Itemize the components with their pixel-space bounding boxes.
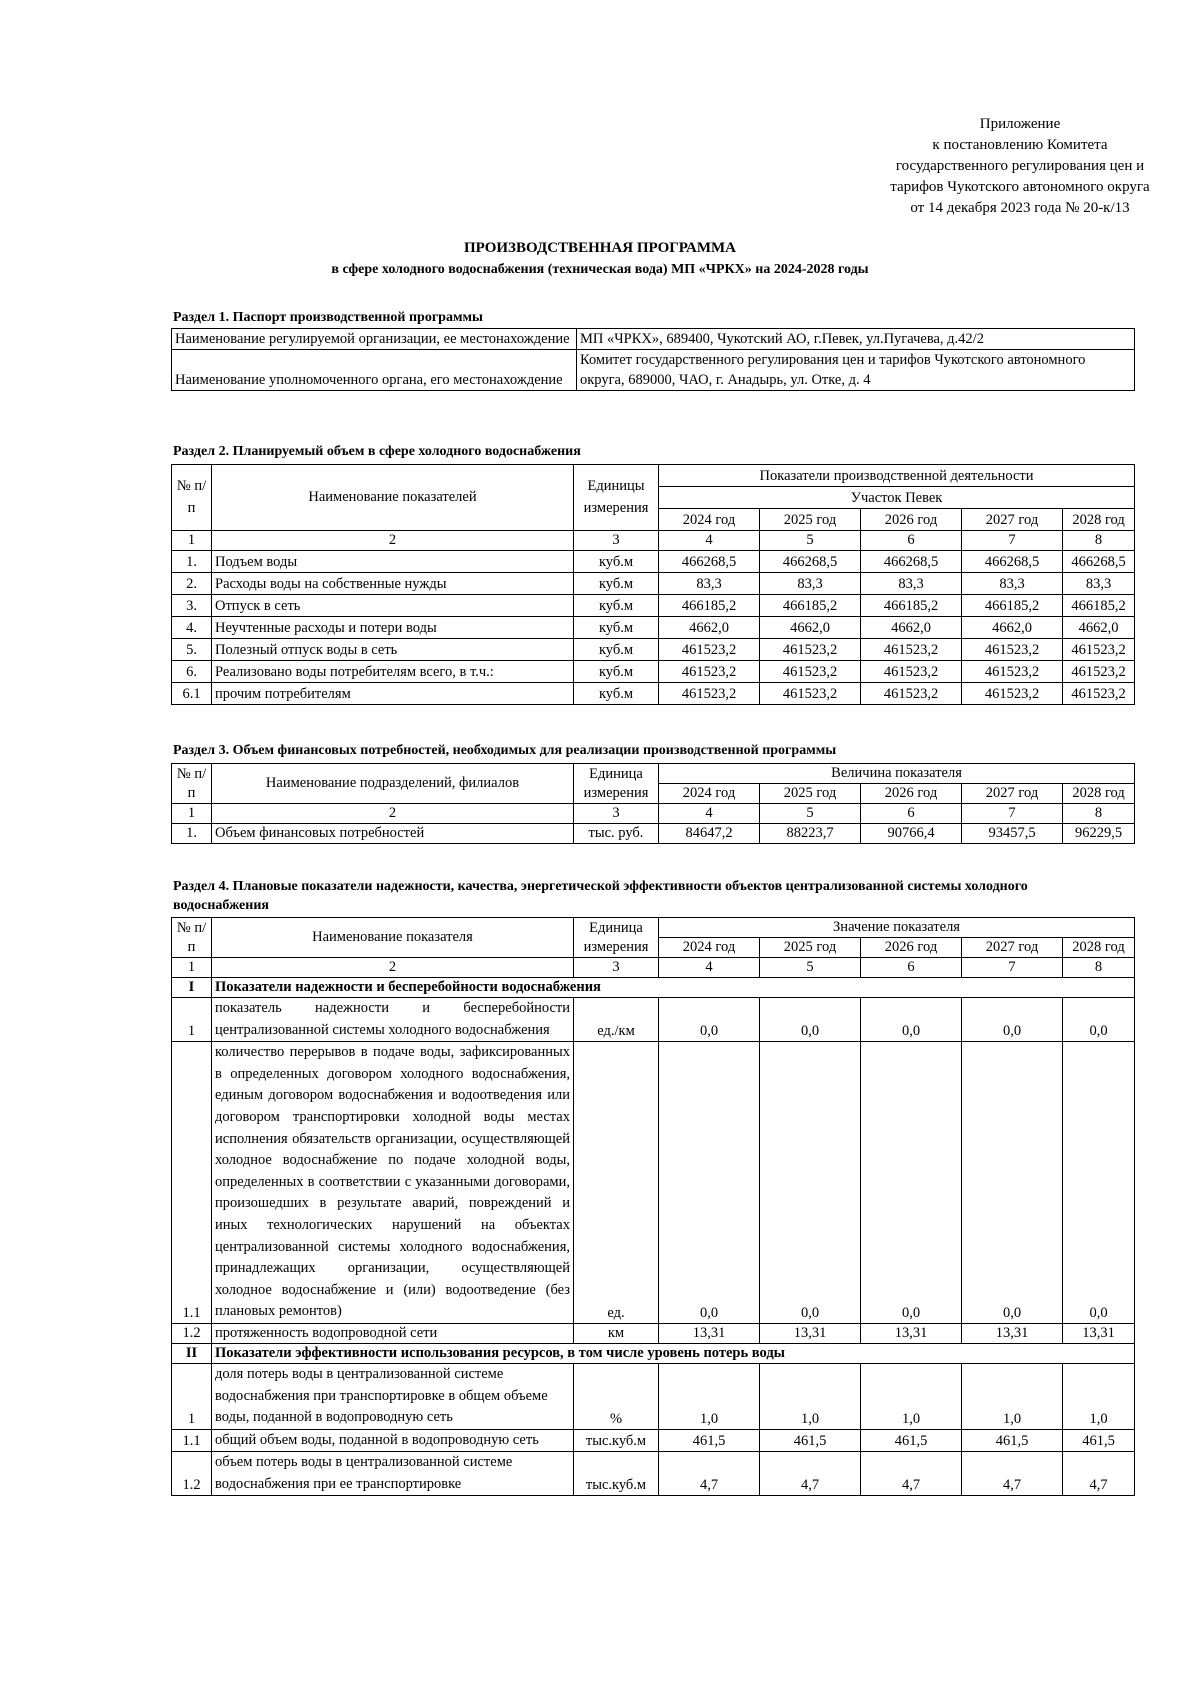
row-unit: куб.м (574, 573, 659, 595)
row-value: 4,7 (1063, 1452, 1135, 1496)
row-value: 0,0 (760, 1042, 861, 1324)
row-value: 0,0 (962, 998, 1063, 1042)
row-value: 93457,5 (962, 824, 1063, 844)
table-row (172, 661, 1135, 683)
header-year: 2026 год (861, 509, 962, 531)
row-value: 83,3 (1063, 573, 1135, 595)
colnum: 8 (1063, 531, 1135, 551)
org-label: Наименование регулируемой организации, ее местонахождение (172, 329, 577, 350)
header-name: Наименование показателей (212, 465, 574, 531)
appendix-line: к постановлению Комитета (932, 137, 1108, 153)
org-value: МП «ЧРКХ», 689400, Чукотский АО, г.Певек, ул.Пугачева, д.42/2 (577, 329, 1135, 350)
row-unit: куб.м (574, 617, 659, 639)
row-num: 1.1 (172, 1042, 212, 1324)
header-year: 2027 год (962, 509, 1063, 531)
group-num: II (172, 1343, 212, 1363)
row-value: 4662,0 (659, 617, 760, 639)
colnum: 2 (212, 958, 574, 978)
row-value: 466268,5 (760, 551, 861, 573)
row-name: Полезный отпуск воды в сеть (212, 639, 574, 661)
table-row (172, 998, 1135, 1042)
colnum-row (172, 531, 1135, 551)
row-value: 13,31 (760, 1323, 861, 1343)
row-value: 13,31 (861, 1323, 962, 1343)
row-value: 461,5 (861, 1429, 962, 1452)
appendix-line: Приложение (979, 116, 1061, 132)
row-value: 4,7 (760, 1452, 861, 1496)
row-value: 466268,5 (1063, 551, 1135, 573)
row-value: 461523,2 (659, 683, 760, 705)
row-value: 4662,0 (962, 617, 1063, 639)
header-year: 2027 год (962, 784, 1063, 804)
colnum: 4 (659, 804, 760, 824)
colnum: 3 (574, 531, 659, 551)
colnum: 2 (212, 531, 574, 551)
group-row (172, 978, 1135, 998)
table-row (172, 1323, 1135, 1343)
header-year: 2027 год (962, 938, 1063, 958)
appendix-line: от 14 декабря 2023 года № 20-к/13 (910, 200, 1130, 216)
row-value: 4,7 (659, 1452, 760, 1496)
row-value: 461523,2 (1063, 639, 1135, 661)
colnum: 5 (760, 804, 861, 824)
row-name: Реализовано воды потребителям всего, в т.ч.: (212, 661, 574, 683)
row-name: Расходы воды на собственные нужды (212, 573, 574, 595)
row-value: 466185,2 (1063, 595, 1135, 617)
section1-table (171, 328, 1135, 391)
section4-title: Раздел 4. Плановые показатели надежности, качества, энергетической эффективности объектов централизованной системы холодного водоснабжения (173, 879, 1028, 913)
row-num: 2. (172, 573, 212, 595)
row-value: 0,0 (760, 998, 861, 1042)
row-value: 461523,2 (861, 683, 962, 705)
group-name: Показатели эффективности использования ресурсов, в том числе уровень потерь воды (212, 1343, 1135, 1363)
document-subtitle: в сфере холодного водоснабжения (техническая вода) МП «ЧРКХ» на 2024-2028 годы (331, 262, 869, 277)
row-num: 1.1 (172, 1429, 212, 1452)
colnum: 2 (212, 804, 574, 824)
row-value: 1,0 (659, 1363, 760, 1429)
row-value: 90766,4 (861, 824, 962, 844)
colnum: 1 (172, 531, 212, 551)
row-value: 466268,5 (962, 551, 1063, 573)
row-value: 461,5 (962, 1429, 1063, 1452)
header-year: 2025 год (760, 509, 861, 531)
row-name: общий объем воды, поданной в водопроводную сеть (212, 1429, 574, 1452)
row-unit: куб.м (574, 595, 659, 617)
group-num: I (172, 978, 212, 998)
header-year: 2025 год (760, 784, 861, 804)
header-year: 2024 год (659, 784, 760, 804)
table-row (172, 1429, 1135, 1452)
row-value: 1,0 (962, 1363, 1063, 1429)
row-value: 1,0 (760, 1363, 861, 1429)
row-value: 466185,2 (861, 595, 962, 617)
row-name: доля потерь воды в централизованной системе водоснабжения при транспортировке в общем объеме воды, поданной в водопроводную сеть (212, 1363, 574, 1429)
section1-title: Раздел 1. Паспорт производственной программы (173, 310, 483, 325)
row-value: 461,5 (659, 1429, 760, 1452)
header-year: 2028 год (1063, 784, 1135, 804)
row-name: показатель надежности и бесперебойности централизованной системы холодного водоснабжения (212, 998, 574, 1042)
header-year: 2024 год (659, 509, 760, 531)
row-num: 1 (172, 998, 212, 1042)
row-num: 1.2 (172, 1452, 212, 1496)
row-value: 466268,5 (659, 551, 760, 573)
colnum: 3 (574, 804, 659, 824)
row-value: 4,7 (861, 1452, 962, 1496)
row-unit: км (574, 1323, 659, 1343)
table-row (172, 573, 1135, 595)
row-value: 13,31 (1063, 1323, 1135, 1343)
row-value: 461523,2 (760, 683, 861, 705)
row-value: 466268,5 (861, 551, 962, 573)
colnum: 4 (659, 531, 760, 551)
row-name: объем потерь воды в централизованной системе водоснабжения при ее транспортировке (212, 1452, 574, 1496)
row-value: 466185,2 (659, 595, 760, 617)
row-value: 4662,0 (1063, 617, 1135, 639)
colnum: 3 (574, 958, 659, 978)
row-name: протяженность водопроводной сети (212, 1323, 574, 1343)
row-num: 6.1 (172, 683, 212, 705)
appendix-block (870, 114, 1170, 219)
row-name: Подъем воды (212, 551, 574, 573)
colnum: 8 (1063, 958, 1135, 978)
row-num: 5. (172, 639, 212, 661)
group-name: Показатели надежности и бесперебойности водоснабжения (212, 978, 1135, 998)
colnum: 7 (962, 958, 1063, 978)
table-row (172, 1042, 1135, 1324)
header-year: 2028 год (1063, 509, 1135, 531)
section3-table (171, 763, 1135, 844)
header-name: Наименование подразделений, филиалов (212, 764, 574, 804)
colnum-row (172, 804, 1135, 824)
row-num: 1 (172, 1363, 212, 1429)
row-value: 0,0 (962, 1042, 1063, 1324)
row-value: 4662,0 (861, 617, 962, 639)
row-value: 466185,2 (962, 595, 1063, 617)
table-row (172, 595, 1135, 617)
row-value: 0,0 (861, 998, 962, 1042)
section2-title: Раздел 2. Планируемый объем в сфере холодного водоснабжения (173, 444, 581, 459)
header-year: 2026 год (861, 938, 962, 958)
header-unit: Единица измерения (574, 918, 659, 958)
header-subgroup: Участок Певек (659, 487, 1135, 509)
colnum: 8 (1063, 804, 1135, 824)
row-value: 1,0 (861, 1363, 962, 1429)
header-unit: Единица измерения (574, 764, 659, 804)
section3-title: Раздел 3. Объем финансовых потребностей, необходимых для реализации производственной программы (173, 743, 837, 758)
row-value: 88223,7 (760, 824, 861, 844)
row-value: 461523,2 (1063, 683, 1135, 705)
colnum: 4 (659, 958, 760, 978)
appendix-line: государственного регулирования цен и (895, 158, 1145, 174)
colnum: 6 (861, 958, 962, 978)
row-unit: куб.м (574, 683, 659, 705)
row-num: 6. (172, 661, 212, 683)
row-value: 83,3 (962, 573, 1063, 595)
section2-table (171, 464, 1135, 705)
row-value: 4662,0 (760, 617, 861, 639)
row-value: 83,3 (760, 573, 861, 595)
table-row (172, 617, 1135, 639)
row-value: 461523,2 (659, 661, 760, 683)
row-unit: ед./км (574, 998, 659, 1042)
row-num: 3. (172, 595, 212, 617)
colnum: 7 (962, 804, 1063, 824)
row-value: 13,31 (962, 1323, 1063, 1343)
row-value: 0,0 (1063, 998, 1135, 1042)
row-unit: ед. (574, 1042, 659, 1324)
row-unit: куб.м (574, 661, 659, 683)
colnum-row (172, 958, 1135, 978)
row-unit: тыс.куб.м (574, 1452, 659, 1496)
row-unit: куб.м (574, 551, 659, 573)
group-row (172, 1343, 1135, 1363)
row-num: 1.2 (172, 1323, 212, 1343)
table-row (172, 551, 1135, 573)
row-name: прочим потребителям (212, 683, 574, 705)
row-unit: % (574, 1363, 659, 1429)
colnum: 5 (760, 531, 861, 551)
header-year: 2028 год (1063, 938, 1135, 958)
colnum: 1 (172, 804, 212, 824)
row-value: 83,3 (861, 573, 962, 595)
header-num: № п/п (172, 918, 212, 958)
table-row (172, 1363, 1135, 1429)
colnum: 5 (760, 958, 861, 978)
row-value: 13,31 (659, 1323, 760, 1343)
row-value: 96229,5 (1063, 824, 1135, 844)
colnum: 6 (861, 804, 962, 824)
row-value: 1,0 (1063, 1363, 1135, 1429)
row-value: 461523,2 (760, 639, 861, 661)
row-unit: тыс. руб. (574, 824, 659, 844)
row-value: 0,0 (659, 998, 760, 1042)
authority-value: Комитет государственного регулирования цен и тарифов Чукотского автономного округа, 689000, ЧАО, г. Анадырь, ул. Отке, д. 4 (577, 350, 1135, 391)
header-num: № п/п (172, 764, 212, 804)
row-value: 461,5 (760, 1429, 861, 1452)
row-value: 461523,2 (962, 639, 1063, 661)
row-value: 83,3 (659, 573, 760, 595)
row-name: Неучтенные расходы и потери воды (212, 617, 574, 639)
table-row (172, 683, 1135, 705)
row-value: 4,7 (962, 1452, 1063, 1496)
header-group: Показатели производственной деятельности (659, 465, 1135, 487)
header-group: Величина показателя (659, 764, 1135, 784)
colnum: 6 (861, 531, 962, 551)
row-unit: куб.м (574, 639, 659, 661)
colnum: 7 (962, 531, 1063, 551)
section4-table (171, 917, 1135, 1496)
row-value: 0,0 (1063, 1042, 1135, 1324)
document-title: ПРОИЗВОДСТВЕННАЯ ПРОГРАММА (463, 240, 736, 256)
row-value: 84647,2 (659, 824, 760, 844)
header-unit: Единицы измерения (574, 465, 659, 531)
row-value: 461523,2 (1063, 661, 1135, 683)
row-name: количество перерывов в подаче воды, зафиксированных в определенных договором холодного водоснабжения, единым договором водоснабжения и водоотведения или договором транспортировки холодной воды местах исполнения обязательств организации, осуществляющей холодное водоснабжение по подаче холодной воды, определенных в соответствии с указанными договорами, произошедших в результате аварий, повреждений и иных технологических нарушений на объектах централизованной системы холодного водоснабжения, принадлежащих организации, осуществляющей холодное водоснабжение и (или) водоотведение (без плановых ремонтов) (212, 1042, 574, 1324)
row-value: 0,0 (659, 1042, 760, 1324)
table-row (172, 824, 1135, 844)
header-year: 2026 год (861, 784, 962, 804)
table-row (172, 639, 1135, 661)
row-num: 1. (172, 551, 212, 573)
row-name: Отпуск в сеть (212, 595, 574, 617)
appendix-line: тарифов Чукотского автономного округа (890, 179, 1150, 195)
row-value: 0,0 (861, 1042, 962, 1324)
row-name: Объем финансовых потребностей (212, 824, 574, 844)
header-year: 2025 год (760, 938, 861, 958)
table-row (172, 1452, 1135, 1496)
header-num: № п/п (172, 465, 212, 531)
row-unit: тыс.куб.м (574, 1429, 659, 1452)
row-value: 461523,2 (659, 639, 760, 661)
row-value: 461523,2 (861, 639, 962, 661)
row-value: 461,5 (1063, 1429, 1135, 1452)
header-name: Наименование показателя (212, 918, 574, 958)
authority-label: Наименование уполномоченного органа, его местонахождение (172, 350, 577, 391)
row-value: 461523,2 (760, 661, 861, 683)
row-value: 461523,2 (962, 661, 1063, 683)
row-num: 4. (172, 617, 212, 639)
colnum: 1 (172, 958, 212, 978)
row-value: 461523,2 (962, 683, 1063, 705)
row-value: 461523,2 (861, 661, 962, 683)
row-value: 466185,2 (760, 595, 861, 617)
header-year: 2024 год (659, 938, 760, 958)
header-group: Значение показателя (659, 918, 1135, 938)
row-num: 1. (172, 824, 212, 844)
